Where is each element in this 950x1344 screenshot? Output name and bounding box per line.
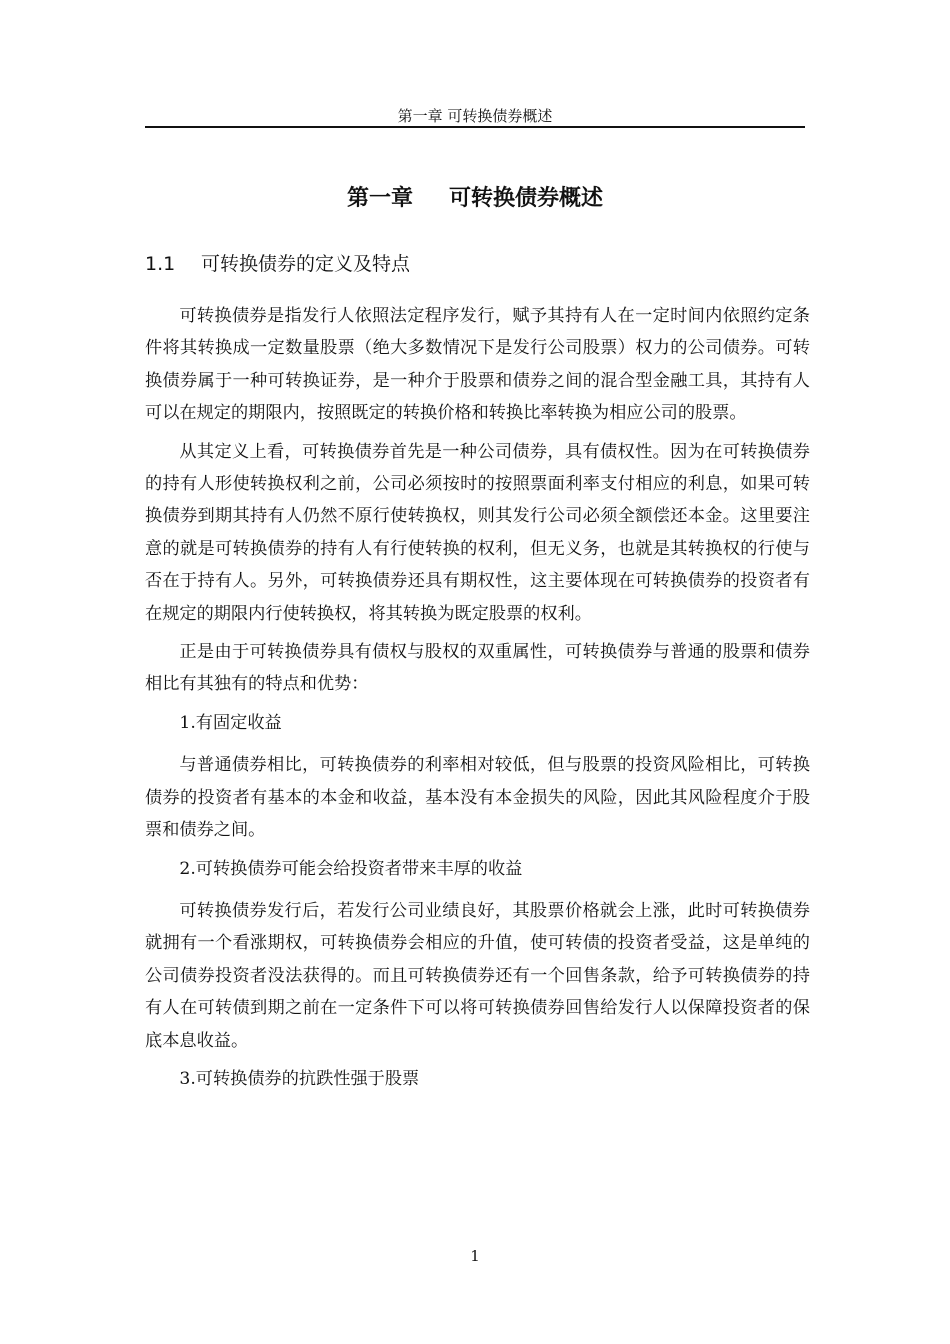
feature-heading: 1.有固定收益 [179, 712, 282, 733]
feature-heading: 3.可转换债券的抗跌性强于股票 [179, 1068, 420, 1089]
header-rule [145, 126, 805, 128]
feature-paragraph: 可转换债券发行后，若发行公司业绩良好，其股票价格就会上涨，此时可转换债券就拥有一个看涨期权，可转换债券会相应的升值，使可转债的投资者受益，这是单纯的公司债券投资者没法获得的。而且可转换债券还有一个回售条款，给予可转换债券的持有人在可转债到期之前在一定条件下可以将可转换债券回售给发行人以保障投资者的保底本息收益。 [145, 900, 810, 1051]
paragraph-debt-nature: 从其定义上看，可转换债券首先是一种公司债券，具有债权性。因为在可转换债券的持有人形使转换权利之前，公司必须按时的按照票面利率支付相应的利息，如果可转换债券到期其持有人仍然不原行使转换权，则其发行公司必须全额偿还本金。这里要注意的就是可转换债券的持有人有行使转换的权利，但无义务，也就是其转换权的行使与否在于持有人。另外，可转换债券还具有期权性，这主要体现在可转换债券的投资者有在规定的期限内行使转换权，将其转换为既定股票的权利。 [145, 441, 810, 624]
chapter-title [145, 182, 805, 216]
running-header: 第一章 可转换债券概述 [397, 107, 553, 125]
chapter-number: 第一章 [346, 186, 413, 211]
feature-heading: 2.可转换债券可能会给投资者带来丰厚的收益 [179, 858, 523, 879]
feature-paragraph: 与普通债券相比，可转换债券的利率相对较低，但与股票的投资风险相比，可转换债券的投资者有基本的本金和收益，基本没有本金损失的风险，因此其风险程度介于股票和债券之间。 [145, 755, 810, 841]
paragraph-dual-attribute: 正是由于可转换债券具有债权与股权的双重属性，可转换债券与普通的股票和债券相比有其独有的特点和优势： [145, 642, 810, 695]
section-name: 可转换债券的定义及特点 [201, 253, 411, 275]
page-number: 1 [470, 1247, 480, 1265]
body-text [145, 300, 810, 1105]
section-heading [145, 249, 410, 279]
paragraph-definition: 可转换债券是指发行人依照法定程序发行，赋予其持有人在一定时间内依照约定条件将其转换成一定数量股票（绝大多数情况下是发行公司股票）权力的公司债券。可转换债券属于一种可转换证券，是一种介于股票和债券之间的混合型金融工具，其持有人可以在规定的期限内，按照既定的转换价格和转换比率转换为相应公司的股票。 [145, 306, 810, 424]
section-number: 1.1 [145, 253, 176, 275]
chapter-name: 可转换债券概述 [449, 186, 604, 211]
